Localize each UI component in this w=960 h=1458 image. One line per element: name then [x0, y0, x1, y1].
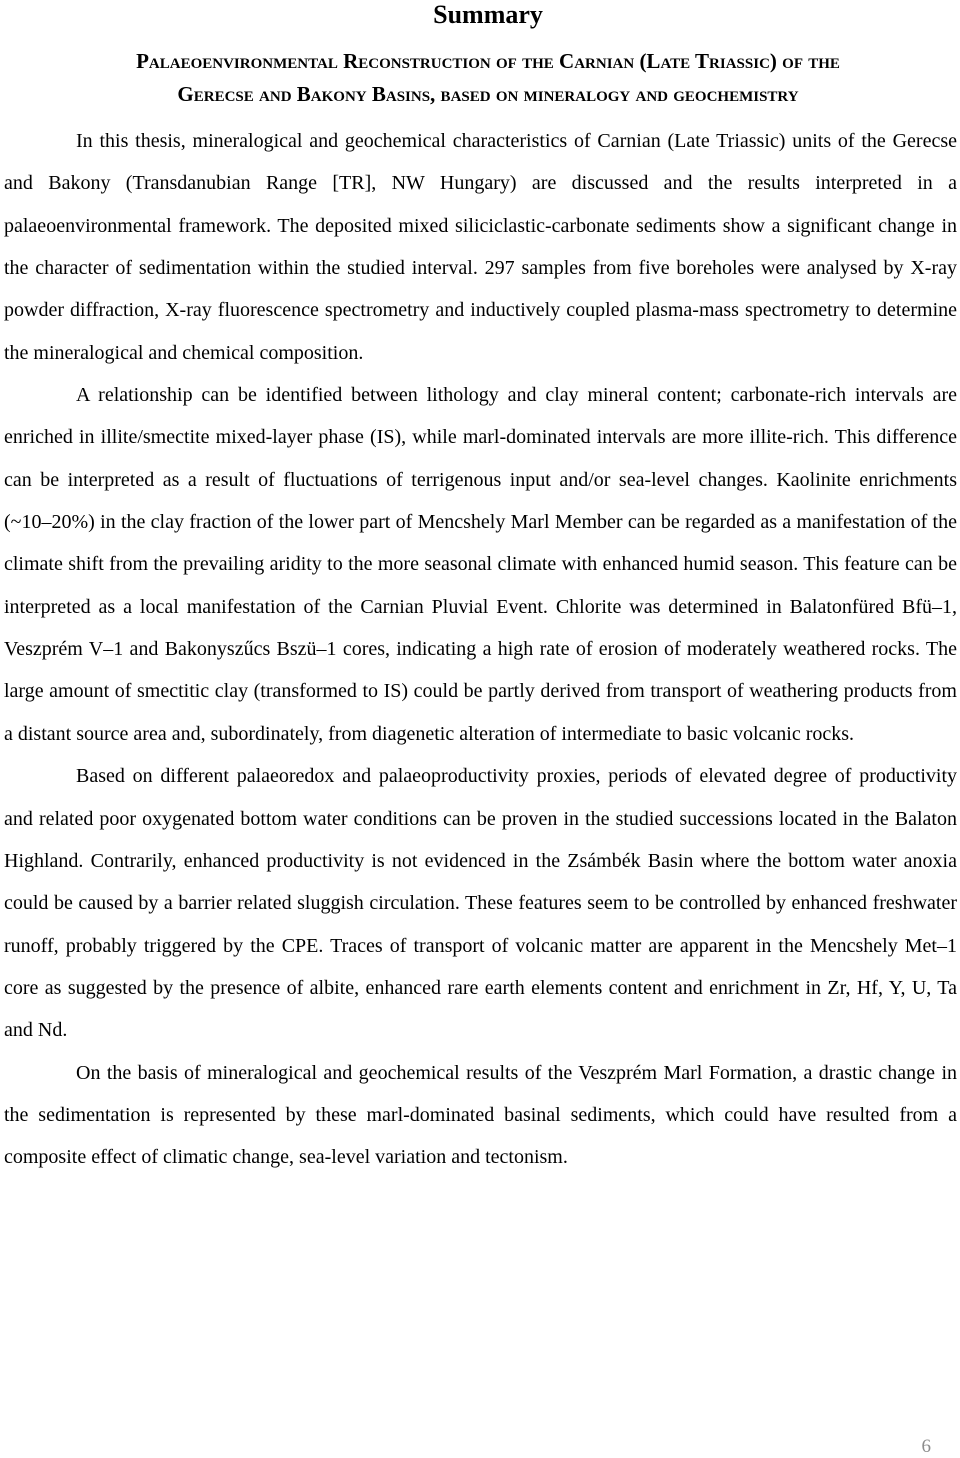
thesis-title-line-1: Palaeoenvironmental Reconstruction of the Carnian (Late Triassic) of the: [136, 49, 840, 73]
page-number: 6: [921, 1436, 931, 1457]
paragraph-4: On the basis of mineralogical and geochemical results of the Veszprém Marl Formation, a drastic change in the sedimentation is represented by these marl-dominated basinal sediments, which could have resulted from a composite effect of climatic change, sea-level variation and tectonism.: [4, 1061, 957, 1169]
thesis-title-line-2: Gerecse and Bakony Basins, based on mineralogy and geochemistry: [177, 82, 799, 106]
paragraph-3: Based on different palaeoredox and palaeoproductivity proxies, periods of elevated degree of productivity and related poor oxygenated bottom water conditions can be proven in the studied successions located in the Balaton Highland. Contrarily, enhanced productivity is not evidenced in the Zsámbék Basin where the bottom water anoxia could be caused by a barrier related sluggish circulation. These features seem to be controlled by enhanced freshwater runoff, probably triggered by the CPE. Traces of transport of volcanic matter are apparent in the Mencshely Met–1 core as suggested by the presence of albite, enhanced rare earth elements content and enrichment in Zr, Hf, Y, U, Ta and Nd.: [4, 765, 957, 1042]
summary-body: [4, 120, 957, 1179]
page-title: Summary: [433, 0, 543, 29]
paragraph-2: A relationship can be identified between lithology and clay mineral content; carbonate-rich intervals are enriched in illite/smectite mixed-layer phase (IS), while marl-dominated intervals are more illite-rich. This difference can be interpreted as a result of fluctuations of terrigenous input and/or sea-level changes. Kaolinite enrichments (~10–20%) in the clay fraction of the lower part of Mencshely Marl Member can be regarded as a manifestation of the climate shift from the prevailing aridity to the more seasonal climate with enhanced humid season. This feature can be interpreted as a local manifestation of the Carnian Pluvial Event. Chlorite was determined in Balatonfüred Bfü–1, Veszprém V–1 and Bakonyszűcs Bszü–1 cores, indicating a high rate of erosion of moderately weathered rocks. The large amount of smectitic clay (transformed to IS) could be partly derived from transport of weathering products from a distant source area and, subordinately, from diagenetic alteration of intermediate to basic volcanic rocks.: [4, 384, 957, 745]
paragraph-1: In this thesis, mineralogical and geochemical characteristics of Carnian (Late Triassic) units of the Gerecse and Bakony (Transdanubian Range [TR], NW Hungary) are discussed and the results interpreted in a palaeoenvironmental framework. The deposited mixed siliciclastic-carbonate sediments show a significant change in the character of sedimentation within the studied interval. 297 samples from five boreholes were analysed by X-ray powder diffraction, X-ray fluorescence spectrometry and inductively coupled plasma-mass spectrometry to determine the mineralogical and chemical composition.: [4, 130, 957, 364]
